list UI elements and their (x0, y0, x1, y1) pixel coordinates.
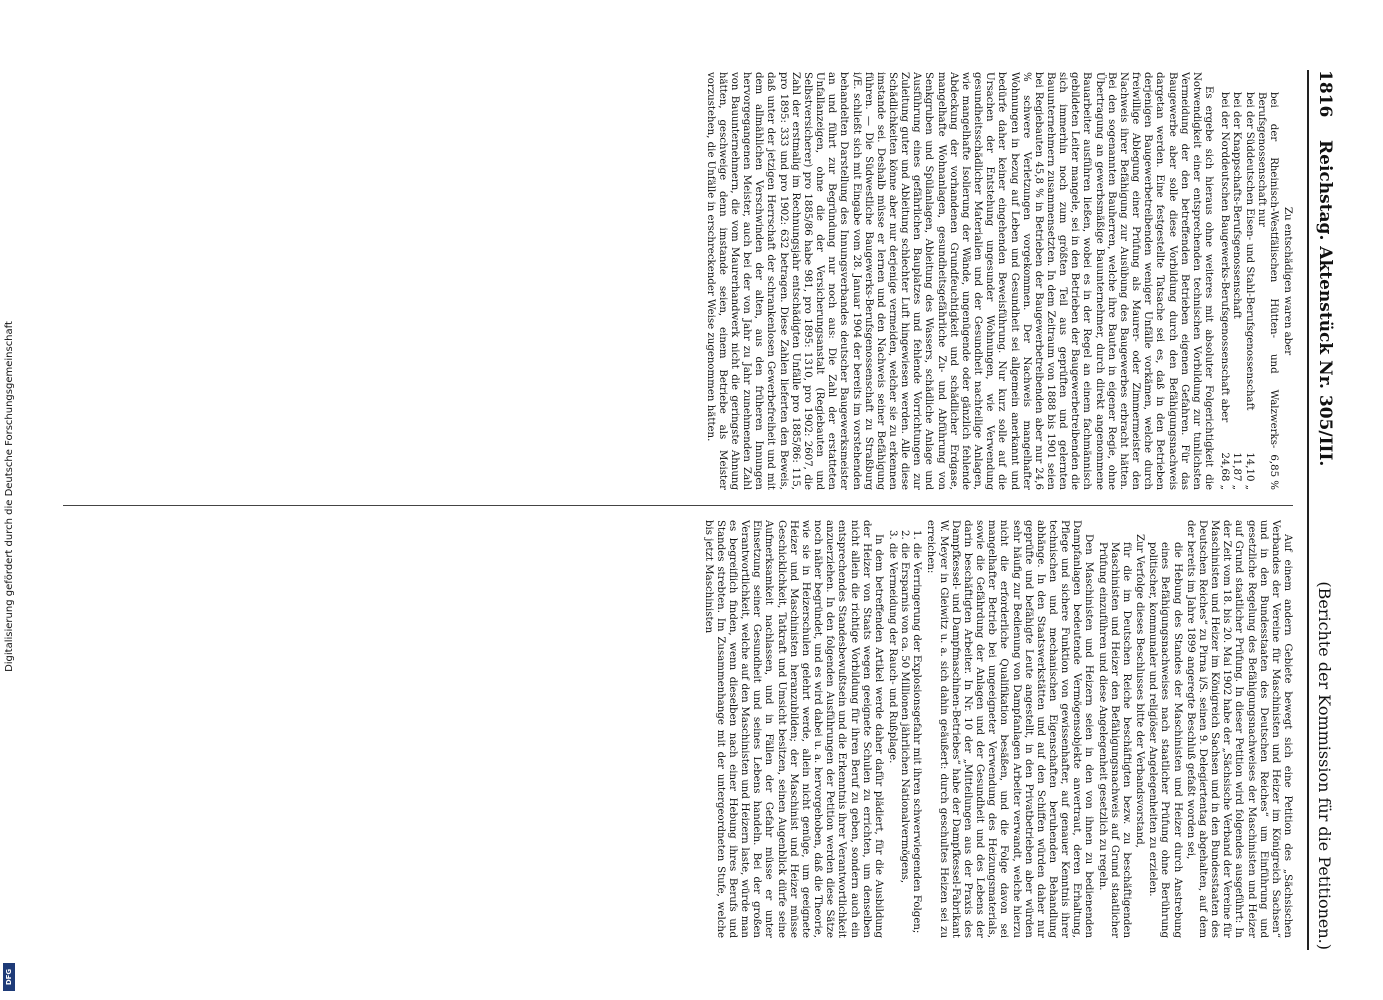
digitization-note (2, 0, 16, 996)
digitization-note-text: Digitalisierung gefördert durch die Deutsche Forschungsgemeinschaft (3, 320, 15, 672)
column-divider (63, 505, 1293, 506)
rates-list (1218, 72, 1279, 490)
quoted-resolution: die Hebung des Standes der Maschinisten und Heizer durch Anstrebung eines Befähigungsnachweises nach staatlicher Prüfung ohne Berührung politischer, kommunaler und religiöser Angelegenheiten zu erzielen. (1147, 542, 1183, 938)
rate-item (1242, 72, 1254, 490)
right-column (58, 520, 1293, 938)
rates-intro: Zu entschädigen waren aber (1282, 206, 1293, 356)
header-title: Reichstag. Aktenstück Nr. 305/III. (1315, 140, 1335, 467)
left-column (58, 72, 1293, 490)
rate-value: 6,85 % (1267, 454, 1279, 490)
rate-label: bei der Rheinisch-Westfälischen Hütten- und Walzwerks-Berufsgenossenschaft nur (1255, 92, 1279, 449)
numbered-list (886, 520, 922, 938)
page-header (1307, 70, 1347, 950)
rate-label: bei der Norddeutschen Baugewerks-Berufsgenossenschaft aber (1219, 92, 1231, 423)
rate-item (1255, 72, 1279, 490)
dfg-logo-text: DFG (5, 968, 13, 986)
numbered-item: 2. die Ersparnis von ca. 50 Millionen jährlichen Nationalvermögens, (899, 530, 911, 884)
body-paragraph: Den Maschinisten und Heizern seien in den von ihnen zu bedienenden Dampfanlagen bedeutende Vermögensobjekte anvertraut, deren Erhaltung, Pflege und sichere Funktion von gewissenhafter, auf genauer Kenntnis ihrer technischen und mechanischen Eigenschaften beruhenden Behandlung abhänge. In den Staatswerkstätten und auf den Schiffen würden daher nur geprüfte und befähigte Leute angestellt, in den Privatbetrieben aber würden sehr häufig zur Bedienung von Dampfanlagen Arbeiter verwandt, welche hierzu nicht die erforderliche Qualifikation besäßen, und die Folge davon sei mangelhafter Betrieb bei ungeeigneter Verwendung des Heizungsmaterials, sowie die Gefährdung der Anlagen und der Gesundheit und des Lebens der darin beschäftigten Arbeiter. In Nr. 10 der „Mitteilungen aus der Praxis des Dampfkessel- und Dampfmaschinen-Betriebes“ habe der Dampfkessel-Fabrikant W. Meyer in Gleiwitz u. a. sich dahin geäußert: durch geschultes Heizen sei zu erreichen: (925, 520, 1095, 938)
body-paragraph: Auf einem andern Gebiete bewegt sich eine Petition des „Sächsischen Verbandes der Vereine für Maschinisten und Heizer im Königreich Sachsen“ und in den Bundesstaaten des Deutschen Reiches“ um Einführung und gesetzliche Regelung des Befähigungsnachweises der Maschinisten und Heizer auf Grund staatlicher Prüfung. In dieser Petition wird folgendes ausgeführt: In der Zeit vom 18. bis 20. Mai 1902 habe der „Sächsische Verband der Vereine für Maschinisten und Heizer im Königreich Sachsen und in den Bundesstaaten des Deutschen Reiches“ zu Pirna i/S. seinen 9. Delegiertentag abgehalten, auf dem der bereits im Jahre 1899 angeregte Beschluß gefaßt worden sei, (1184, 520, 1293, 938)
body-paragraph: Es ergebe sich hieraus ohne weiteres mit absoluter Folgerichtigkeit die Notwendigkeit einer entsprechenden technischen Vorbildung zur tunlichsten Vermeidung der den betreffenden Betrieben eigenen Gefahren. Für das Baugewerbe aber solle diese Vorbildung durch den Befähigungsnachweis dargetan werden. Eine festgestellte Tatsache sei es, daß in den Betrieben derjenigen Baugewerbetreibenden weniger Unfälle vorkämen, welche durch freiwillige Ablegung einer Prüfung als Maurer- oder Zimmermeister den Nachweis ihrer Befähigung zur Ausübung des Baugewerbes erbracht hätten. Bei den sogenannten Bauherren, welche ihre Bauten in eigener Regie, ohne Übertragung an gewerbsmäßige Bauunternehmer, durch direkt angenommene Bauarbeiter ausführen ließen, wobei es in der Regel an einem fachmännisch gebildeten Leiter mangele, sei in den Betrieben der Baugewerbetreibenden die sich immerhin noch zum größten Teil aus geprüften und gelernten Bauunternehmern zusammensetzten. In dem Zeitraum von 1888 bis 1901 seien bei Regiebauten 45,8 % in Betrieben der Baugewerbetreibenden aber nur 24,6 % schwere Verletzungen vorgekommen. Der Nachweis mangelhafter Wohnungen in bezug auf Leben und Gesundheit sei allgemein anerkannt und bedürfe daher keiner eingehenden Beweisführung. Nur kurz solle auf die Ursachen der Entstehung ungesunder Wohnungen, wie Verwendung gesundheitsschädlicher Materialien und der Gesundheit nachteilige Anlagen, wie mangelhafte Isolierung der Wände, ungenügende oder gänzlich fehlende Abdeckung der vorhandenen Grundfeuchtigkeit und schädlicher Erdgase, mangelhafte Wohnanlagen, gesundheitsgefährliche Zu- und Abführung von Senkgruben und Spülanlagen, Ableitung des Wassers, schädliche Anlage und Ausführung eines gefährlichen Bauplatzes und fehlende Vorrichtungen zur Zuleitung guter und Ableitung schlechter Luft hingewiesen werden. Alle diese Schädlichkeiten könne aber nur derjenige vermeiden, welcher sie zu erkennen imstande sei. Deshalb müsse er lernen und den Nachweis seiner Befähigung führen. — Die Südwestliche Baugewerks-Berufsgenossenschaft zu Straßburg i/E. schließt sich mit Eingabe vom 28. Januar 1904 der bereits im vorstehenden behandelten Darstellung des Innungsverbandes deutscher Baugewerksmeister an und führt zur Begründung nur noch aus: Die Zahl der erstatteten Unfallanzeigen, ohne die der Versicherungsanstalt (Regiebauten und Selbstversicherer) pro 1885/86 habe 981, pro 1895: 1310, pro 1902: 2607, die Zahl der erstmalig im Rechnungsjahr entschädigten Unfälle pro 1885/86: 115, pro 1895: 333 und pro 1902: 632 betragen. Diese Zahlen lieferten den Beweis, daß unter der jetzigen Herrschaft der schrankenlosen Gewerbefreiheit und mit dem allmählichen Verschwinden der alten, aus den früheren Innungen hervorgegangenen Meister, auch bei der von Jahr zu Jahr zunehmenden Zahl von Bauunternehmern, die vom Maurerhandwerk nicht die geringste Ahnung hätten, geschweige denn imstande seien, einem Betriebe als Meister vorzustehen, die Unfälle in erschreckender Weise zugenommen hätten. (704, 72, 1215, 490)
body-paragraph: In dem betreffenden Artikel werde daher dafür plädiert, für die Ausbildung der Heizer von Staats wegen geeignete Schulen zu errichten, um denselben nicht allein die richtige Vorbildung für ihren Beruf zu geben, sondern auch ein entsprechendes Standesbewußtsein und die Erkenntnis ihrer Verantwortlichkeit anzuerziehen. In den folgenden Ausführungen der Petition werden diese Sätze noch näher begründet, und es wird dabei u. a. hervorgehoben, daß die Theorie, wie sie in Heizerschulen gelehrt werde, allein nicht genüge, um geeignete Heizer und Maschinisten heranzubilden; der Maschinist und Heizer müsse Geschicklichkeit, Tatkraft und Umsicht besitzen, seinen Augenblick dürfe seine Aufmerksamkeit nachlassen, und in Fällen der Gefahr müsse er unter Einsetzung seiner Gesundheit und seines Lebens handeln. Bei der großen Verantwortlichkeit, welche auf den Maschinisten und Heizern laste, würde man es begreiflich finden, wenn dieselben nach einer Hebung ihres Berufs und Standes strebten. Im Zusammenhange mit der untergeordneten Stufe, welche bis jetzt Maschinisten (702, 520, 884, 938)
rate-value: 24,68 „ (1219, 452, 1231, 490)
numbered-item: 1. die Verringerung der Explosionsgefahr mit ihren schwerwiegenden Folgen; (911, 530, 923, 934)
rate-item (1230, 72, 1242, 490)
dfg-logo (3, 963, 15, 991)
quoted-request: für die im Deutschen Reiche beschäftigten bezw. zu beschäftigenden Maschinisten und Heizer den Befähigungsnachweis auf Grund staatlicher Prüfung einzuführen und diese Angelegenheit gesetzlich zu regeln. (1096, 542, 1132, 938)
rate-label: bei der Süddeutschen Eisen- und Stahl-Berufsgenossenschaft (1243, 92, 1255, 411)
numbered-item: 3. die Vermeidung der Rauch- und Rußplage. (887, 530, 898, 764)
rate-item (1218, 72, 1230, 490)
body-paragraph: Zur Verfolge dieses Beschlusses bitte der Verbandsvorstand, (1134, 534, 1146, 848)
header-subtitle: (Berichte der Kommission für die Petitionen.) (1315, 581, 1334, 950)
rate-value: 11,87 „ (1231, 452, 1243, 490)
page-number: 1816 (1315, 70, 1335, 118)
rate-value: 14,10 „ (1243, 452, 1255, 490)
rate-label: bei der Knappschafts-Berufsgenossenschaft (1231, 92, 1243, 319)
